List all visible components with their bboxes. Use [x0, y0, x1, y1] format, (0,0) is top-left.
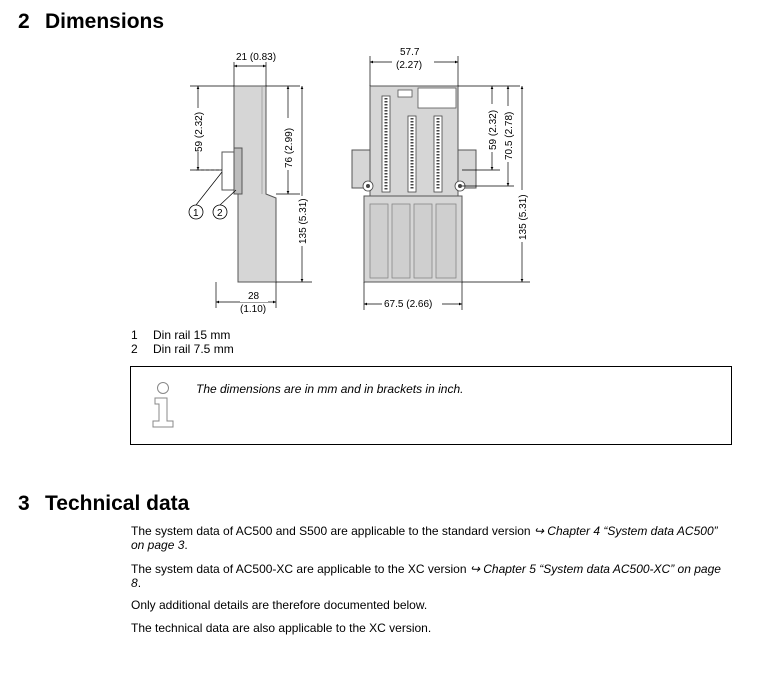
- figure-legend: [131, 328, 234, 356]
- section-title: Dimensions: [45, 10, 165, 33]
- dim-label-front-135: 135 (5.31): [518, 194, 529, 240]
- dim-label-side-76: 76 (2.99): [284, 127, 295, 168]
- legend-item: [131, 328, 234, 342]
- dim-label-side-59: 59 (2.32): [194, 111, 205, 152]
- note-text: The dimensions are in mm and in brackets in inch.: [196, 382, 464, 396]
- chapter-4-link[interactable]: ↪ Chapter 4 “System data AC500” on page 3: [131, 524, 718, 552]
- paragraph-end: .: [184, 538, 188, 552]
- paragraph-additional-details: Only additional details are therefore documented below.: [131, 598, 428, 612]
- side-view: [189, 52, 312, 315]
- din-rail-hook: [234, 148, 242, 194]
- terminal-slot-1: [370, 204, 388, 278]
- callout-label-1: 1: [193, 208, 199, 219]
- paragraph-text: The system data of AC500-XC are applicable to the XC version: [131, 562, 470, 576]
- dim-label-side-bottom-in: (1.10): [240, 304, 267, 315]
- dim-label-front-width-mm: 57.7: [400, 47, 420, 58]
- info-icon: [149, 381, 177, 429]
- paragraph-end: .: [137, 576, 142, 590]
- terminal-slot-3: [414, 204, 432, 278]
- paragraph-text: The system data of AC500 and S500 are applicable to the standard version: [131, 524, 534, 538]
- terminal-slot-2: [392, 204, 410, 278]
- dim-label-side-width: 21 (0.83): [236, 52, 277, 63]
- paragraph-xc-applicable: The technical data are also applicable to the XC version.: [131, 621, 432, 635]
- chapter-5-link[interactable]: ↪ Chapter 5 “System data AC500-XC” on page 8: [131, 562, 721, 590]
- dim-label-front-width-in: (2.27): [396, 60, 423, 71]
- dim-label-front-59: 59 (2.32): [488, 109, 499, 150]
- dim-label-front-70: 70.5 (2.78): [504, 111, 515, 160]
- section-number: 3: [18, 492, 30, 515]
- legend-item: [131, 342, 234, 356]
- paragraph-system-data-standard: [131, 524, 721, 552]
- front-view: [352, 44, 530, 310]
- callout-label-2: 2: [217, 208, 223, 219]
- legend-text: Din rail 15 mm: [153, 328, 231, 342]
- dim-label-side-bottom-mm: 28: [248, 291, 260, 302]
- dim-label-front-bottom: 67.5 (2.66): [384, 299, 433, 310]
- section-number: 2: [18, 10, 30, 33]
- legend-text: Din rail 7.5 mm: [153, 342, 234, 356]
- legend-number: 2: [131, 342, 138, 356]
- section-heading-technical-data: [18, 492, 189, 516]
- din-rail-clip: [222, 152, 234, 190]
- dimension-drawing: [0, 0, 765, 330]
- section-title: Technical data: [45, 492, 190, 515]
- legend-number: 1: [131, 328, 138, 342]
- note-box: [130, 366, 732, 445]
- dim-label-side-135: 135 (5.31): [298, 198, 309, 244]
- paragraph-system-data-xc: [131, 562, 721, 590]
- terminal-slot-4: [436, 204, 456, 278]
